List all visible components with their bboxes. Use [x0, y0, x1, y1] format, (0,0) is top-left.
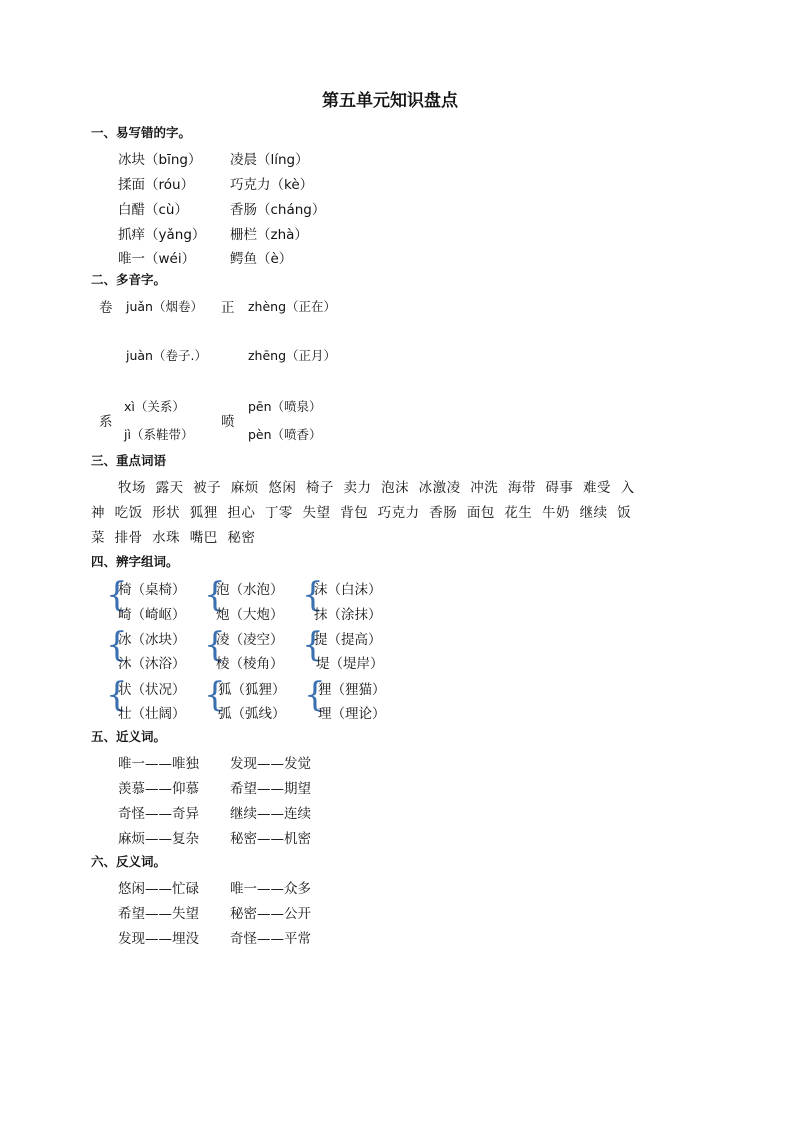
polyphone-reading: zhèng（正在）	[248, 299, 337, 314]
synonym-pair: 秘密——机密	[230, 831, 311, 847]
group-word: 泡（水泡）	[216, 582, 284, 598]
antonym-pair: 发现——埋没	[118, 931, 199, 947]
word-item: 凌晨（líng）	[230, 152, 309, 168]
synonym-pair: 唯一——唯独	[118, 756, 199, 772]
group-word: 提（提高）	[314, 632, 382, 648]
polyphone-char: 系	[99, 414, 113, 430]
brace-icon: {	[106, 575, 128, 615]
brace-icon: {	[302, 625, 324, 665]
antonym-pair: 奇怪——平常	[230, 931, 311, 947]
key-words-line: 神 吃饭 形状 狐狸 担心 丁零 失望 背包 巧克力 香肠 面包 花生 牛奶 继续 饭	[91, 505, 632, 521]
word-item: 唯一（wéi）	[118, 251, 196, 267]
group-word: 炮（大炮）	[216, 607, 284, 623]
antonym-pair: 唯一——众多	[230, 881, 311, 897]
group-word: 壮（壮阔）	[118, 706, 186, 722]
group-word: 凌（凌空）	[216, 632, 284, 648]
group-word: 崎（崎岖）	[118, 607, 186, 623]
brace-icon: {	[302, 575, 324, 615]
synonym-pair: 继续——连续	[230, 806, 311, 822]
polyphone-reading: zhēng（正月）	[248, 348, 337, 363]
section-heading: 三、重点词语	[91, 453, 167, 468]
polyphone-char: 喷	[221, 414, 235, 430]
group-word: 沐（沐浴）	[118, 656, 186, 672]
group-word: 理（理论）	[318, 706, 386, 722]
group-word: 棱（棱角）	[216, 656, 284, 672]
page-title: 第五单元知识盘点	[322, 91, 458, 111]
group-word: 狸（狸猫）	[318, 682, 386, 698]
polyphone-reading: xì（关系）	[124, 399, 185, 414]
polyphone-reading: pēn（喷泉）	[248, 399, 322, 414]
synonym-pair: 羡慕——仰慕	[118, 781, 199, 797]
polyphone-reading: juàn（卷子.）	[126, 348, 207, 363]
polyphone-reading: pèn（喷香）	[248, 427, 322, 442]
word-item: 栅栏（zhà）	[230, 227, 308, 243]
antonym-pair: 秘密——公开	[230, 906, 311, 922]
brace-icon: {	[304, 675, 326, 715]
section-heading: 二、多音字。	[91, 272, 167, 287]
word-item: 冰块（bīng）	[118, 152, 202, 168]
word-item: 揉面（róu）	[118, 177, 195, 193]
group-word: 弧（弧线）	[218, 706, 286, 722]
group-word: 狐（狐狸）	[218, 682, 286, 698]
polyphone-reading: juǎn（烟卷）	[126, 299, 203, 314]
group-word: 抹（涂抹）	[314, 607, 382, 623]
group-word: 沫（白沫）	[314, 582, 382, 598]
section-heading: 四、辨字组词。	[91, 554, 179, 569]
section-heading: 一、易写错的字。	[91, 125, 192, 140]
group-word: 冰（冰块）	[118, 632, 186, 648]
polyphone-reading: jì（系鞋带）	[124, 427, 194, 442]
group-word: 堤（堤岸）	[316, 656, 384, 672]
synonym-pair: 发现——发觉	[230, 756, 311, 772]
synonym-pair: 希望——期望	[230, 781, 311, 797]
key-words-line: 牧场 露天 被子 麻烦 悠闲 椅子 卖力 泡沫 冰激凌 冲洗 海带 碍事 难受 入	[118, 480, 635, 496]
brace-icon: {	[204, 675, 226, 715]
brace-icon: {	[204, 575, 226, 615]
brace-icon: {	[106, 675, 128, 715]
group-word: 椅（桌椅）	[118, 582, 186, 598]
brace-icon: {	[204, 625, 226, 665]
word-item: 巧克力（kè）	[230, 177, 314, 193]
word-item: 白醋（cù）	[118, 202, 188, 218]
group-word: 状（状况）	[118, 682, 186, 698]
polyphone-char: 正	[221, 300, 235, 316]
antonym-pair: 希望——失望	[118, 906, 199, 922]
section-heading: 六、反义词。	[91, 854, 167, 869]
section-heading: 五、近义词。	[91, 729, 167, 744]
word-item: 鳄鱼（è）	[230, 251, 293, 267]
key-words-line: 菜 排骨 水珠 嘴巴 秘密	[91, 530, 256, 546]
synonym-pair: 奇怪——奇异	[118, 806, 199, 822]
antonym-pair: 悠闲——忙碌	[118, 881, 199, 897]
word-item: 香肠（cháng）	[230, 202, 326, 218]
synonym-pair: 麻烦——复杂	[118, 831, 199, 847]
polyphone-char: 卷	[99, 300, 113, 316]
brace-icon: {	[106, 625, 128, 665]
word-item: 抓痒（yǎng）	[118, 227, 206, 243]
